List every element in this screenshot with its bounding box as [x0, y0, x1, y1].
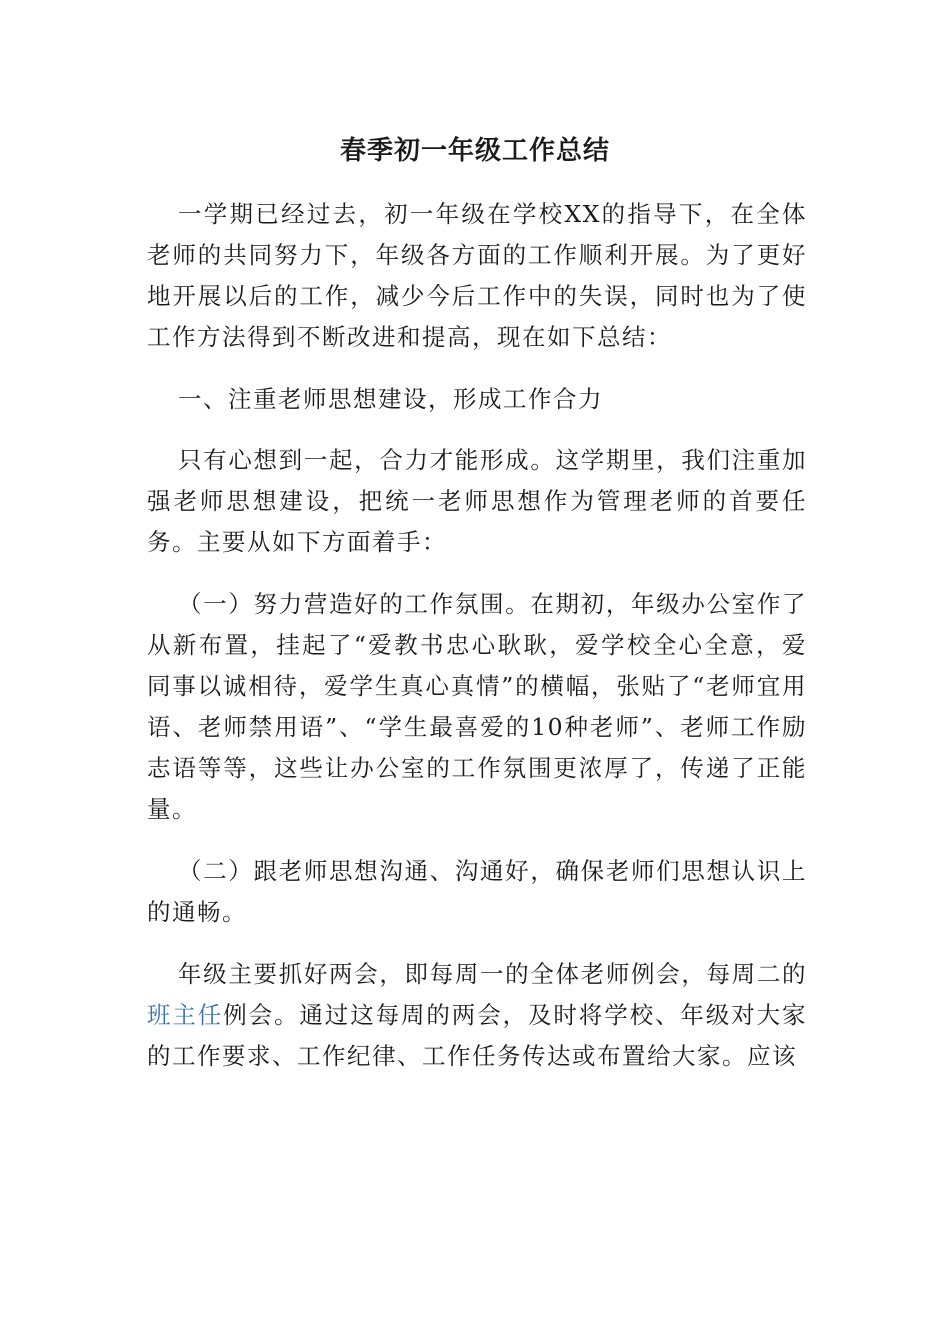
- paragraph-item-2: （二）跟老师思想沟通、沟通好，确保老师们思想认识上的通畅。: [147, 857, 807, 926]
- document-title: 春季初一年级工作总结: [339, 136, 610, 166]
- paragraph-section-1: 只有心想到一起，合力才能形成。这学期里，我们注重加强老师思想建设，把统一老师思想作为管理老师的首要任务。主要从如下方面着手：: [147, 446, 807, 556]
- paragraph-item-1: （一）努力营造好的工作氛围。在期初，年级办公室作了从新布置，挂起了“爱教书忠心耿耿，爱学校全心全意，爱同事以诚相待，爱学生真心真情”的横幅，张贴了“老师宜用语、老师禁用语”、“学生最喜爱的10种老师”、老师工作励志语等等，这些让办公室的工作氛围更浓厚了，传递了正能量。: [147, 590, 807, 823]
- paragraph-meetings-text-end: 例会。通过这每周的两会，及时将学校、年级对大家的工作要求、工作纪律、工作任务传达或布置给大家。应该: [147, 1001, 808, 1070]
- section-heading-1: 一、注重老师思想建设，形成工作合力: [178, 385, 603, 413]
- document-body: [147, 194, 807, 1098]
- paragraph-intro: 一学期已经过去，初一年级在学校XX的指导下，在全体老师的共同努力下，年级各方面的工作顺利开展。为了更好地开展以后的工作，减少今后工作中的失误，同时也为了使工作方法得到不断改进和提高，现在如下总结：: [147, 200, 807, 351]
- paragraph-meetings: [147, 954, 807, 1077]
- paragraph-meetings-text-start: 年级主要抓好两会，即每周一的全体老师例会，每周二的: [178, 960, 807, 988]
- homeroom-teacher-link[interactable]: 班主任: [147, 1001, 224, 1029]
